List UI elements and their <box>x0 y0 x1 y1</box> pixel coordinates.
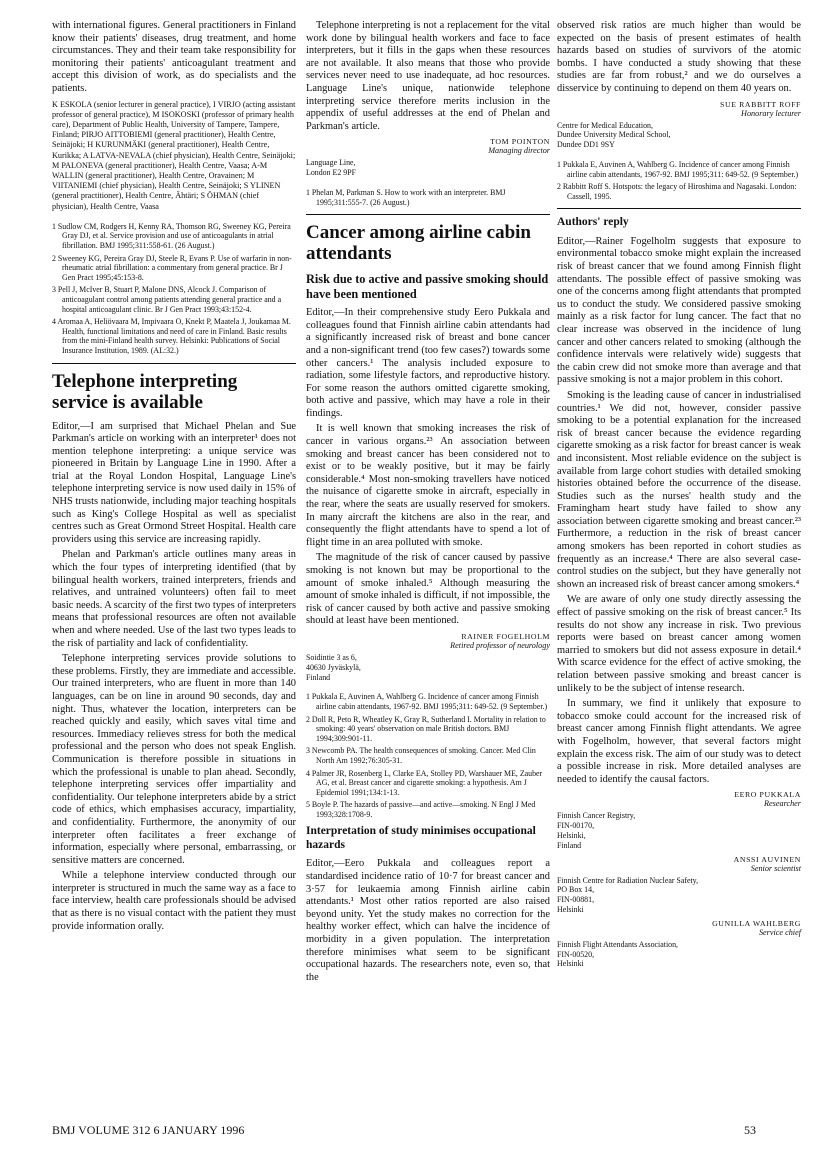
address-line: Finnish Cancer Registry, <box>557 811 636 821</box>
address-line: Finnish Flight Attendants Association, <box>557 939 678 949</box>
address-line: 40630 Jyväskylä, <box>306 662 361 672</box>
reference-item: 2 Rabbitt Roff S. Hotspots: the legacy of Hiroshima and Nagasaki. London: Cassell, 1995. <box>557 182 797 201</box>
reference-item: 1 Pukkala E, Auvinen A, Wahlberg G. Incidence of cancer among Finnish airline cabin attendants, 1967-92. BMJ 1995;311: 649-52. (9 September.) <box>306 692 548 711</box>
reference-item: 1 Pukkala E, Auvinen A, Wahlberg G. Incidence of cancer among Finnish airline cabin attendants, 1967-92. BMJ 1995;311: 649-52. (9 September.) <box>557 159 799 179</box>
body-paragraph: Smoking is the leading cause of cancer in industrialised countries.¹ We did not, however, consider passive smoking to be a potential explanation for the increased risk of breast cancer because the evidence regarding cigarette smoking as a risk factor for breast cancer is weak and inconsistent. Most reliable evidence on the subject is available from large cohort studies with detailed smoking histories obtained before the occurrence of the disease. Studies such as the nurses' health study and the Framingham heart study have failed to show any association between cigarette smoking and breast cancer.²³ Furthermore, a reduction in the risk of breast cancer among smokers has been reported in cohort studies as frequently as an increase.⁴ There are also several case-control studies on the subject, but they have generally not shown an increased risk of breast cancer among smokers.⁴ <box>557 389 801 590</box>
address-line: FIN-00170, <box>557 821 595 831</box>
address <box>557 876 801 915</box>
address-line: PO Box 14, <box>557 885 595 895</box>
address-line: FIN-00520, <box>557 949 595 959</box>
journal-issue: BMJ VOLUME 312 6 JANUARY 1996 <box>52 1123 245 1137</box>
reference-item: 3 Newcomb PA. The health consequences of smoking. Cancer. Med Clin North Am 1992;76:305-31. <box>306 746 536 765</box>
article-heading: Cancer among airline cabin attendants <box>306 222 532 265</box>
signature <box>557 919 801 937</box>
article-subheading: Risk due to active and passive smoking should have been mentioned <box>306 272 549 301</box>
divider <box>306 214 550 215</box>
letter-heading: Interpretation of study minimises occupational hazards <box>306 825 536 851</box>
divider <box>52 363 296 364</box>
signature-name: SUE RABBITT ROFF <box>720 99 801 109</box>
body-paragraph: Phelan and Parkman's article outlines many areas in which the four types of interpreting identified (that by bilingual health workers, trained interpreters, friends and relatives, and untrained volunteers) often fail to meet basic needs. A scarcity of the first two types of interpreters means that professional resources are often not available when and where needed. Use of the last two types leads to the risk of partiality and lack of confidentiality. <box>52 549 296 649</box>
signature <box>306 632 550 650</box>
reference-list <box>557 160 801 201</box>
signature-name: TOM POINTON <box>490 137 550 147</box>
body-paragraph: We are aware of only one study directly assessing the effect of passive smoking on the risk of breast cancer.⁵ Its results do not show any increase in risk. Two previous reports were based on breast cancer among women married to smokers but did not assess exposure in detail.⁴ With scarce evidence for the effect of active smoking, the relation between passive smoking and breast cancer is unlikely to be the subject of intense research. <box>557 594 801 694</box>
address-line: FIN-00881, <box>557 895 595 905</box>
address-line: Helsinki, <box>557 830 586 840</box>
body-paragraph: Editor,—I am surprised that Michael Phelan and Sue Parkman's article on working with an interpreter¹ does not mention telephone interpreting: a unique service was pioneered in Britain by Language Line in 1990. After a trial at the Royal London Hospital, Language Line's telephone interpreting service is now used daily in 15% of NHS trusts nationwide, including major teaching hospitals such as King's College Hospital as well as specialist centres such as Great Ormond Street Hospital. Health care providers using this service are increasing rapidly. <box>52 420 296 545</box>
address-line: Dundee University Medical School, <box>557 130 671 140</box>
page-number: 53 <box>744 1123 756 1137</box>
signature <box>557 100 801 118</box>
column-2 <box>306 20 550 987</box>
column-1 <box>52 20 296 936</box>
affiliations <box>52 100 296 212</box>
affiliation-text: K ESKOLA (senior lecturer in general practice), I VIRJO (acting assistant professor of general practice), M ISOKOSKI (professor of primary health care), Department of Public Health, University of Tampere, Tampere, Finland; PIRJO AITTOBIEMI (general practitioner), Health Centre, Seinäjoki; H KURUNMÄKI (general practitioner), Health Centre, Kurikka; A LATVA-NEVALA (chief physician), Health Centre, Seinäjoki; M PALONEVA (general practitioner), Health Centre, Vaasa; A-M WALLIN (general practitioner), Health Centre, Oravainen; M VIITANIEMI (chief physician), Health Centre, Seinäjoki; S YLINEN (general practitioner), Health Centre, Ähtäri; S ÖHMAN (chief physician), Health Centre, Vaasa <box>52 99 296 211</box>
reference-item: 1 Sudlow CM, Rodgers H, Kenny RA, Thomson RG, Sweeney KG, Pereira Gray DJ, et al. Service provision and use of anticoagulants in atrial fibrillation. BMJ 1995;311:558-61. (26 August.) <box>52 221 291 250</box>
address-line: Helsinki <box>557 959 584 969</box>
address-line: Finland <box>557 840 582 850</box>
reference-item: 4 Aromaa A, Heliövaara M, Impivaara O, Knekt P, Maatela J, Joukamaa M. Health, functional limitations and need of care in Finland. Basic results from the mini-Finland health survey. Helsinki: Publications of Social Insurance Institution, 1989. (AL:32.) <box>52 317 291 355</box>
signature <box>557 855 801 873</box>
body-paragraph: While a telephone interview conducted through our interpreter is structured in much the same way as a face to face interview, health care professionals should be advised that as there is no visual contact with the patient they must provide information orally. <box>52 870 296 932</box>
reference-item: 2 Doll R, Peto R, Wheatley K, Gray R, Sutherland I. Mortality in relation to smoking: 40 years' observation on male British doctors. BMJ 1994;309:901-11. <box>306 714 546 743</box>
reference-item: 5 Boyle P. The hazards of passive—and active—smoking. N Engl J Med 1993;328:1708-9. <box>306 800 536 819</box>
reference-list <box>306 188 550 207</box>
body-paragraph: Editor,—In their comprehensive study Eero Pukkala and colleagues found that Finnish airline cabin attendants had a significantly increased risk of breast and bone cancer and a non-significant trend (too few cases?) towards some other cancers.¹ The analysis included exposure to radiation, some lifestyle factors, and reproductive history. For some reason the authors omitted cigarette smoking, both active and passive, which may have a role in their findings. <box>306 307 550 419</box>
body-paragraph: Editor,—Eero Pukkala and colleagues report a standardised incidence ratio of 10·7 for breast cancer and 3·57 for leukaemia among Finnish airline cabin attendants.¹ Most other ratios reported are also raised beyond unity. Yet the study makes no correction for the healthy worker effect, which can halve the incidence of morbidity in a given population. The interpretation therefore minimises what seem to be significant occupational hazards. The researchers note, even so, that the <box>306 858 550 983</box>
body-paragraph: observed risk ratios are much higher than would be expected on the basis of present estimates of health hazards based on studies of survivors of the atomic bombs. I have conducted a study showing that these studies are far from robust,² and we do ourselves a disservice by continuing to depend on them 40 years on. <box>557 20 801 94</box>
signature-role: Managing director <box>488 146 550 156</box>
reference-list <box>52 222 296 356</box>
column-3 <box>557 20 801 973</box>
address-line: Dundee DD1 9SY <box>557 140 615 150</box>
address-line: London E2 9PF <box>306 168 356 178</box>
divider <box>557 208 801 209</box>
address-line: Soidintie 3 as 6, <box>306 652 357 662</box>
body-paragraph: Editor,—Rainer Fogelholm suggests that exposure to environmental tobacco smoke might explain the increased risk of breast cancer that we found among Finnish flight attendants. The possible effect of passive smoking was one of the concerns among flight attendants that prompted us to conduct the study. We considered passive smoking mainly as a risk factor for lung cancer. The fact that no clear increase was observed in the incidence of lung cancer and other cancers related to smoking (although the confidence intervals were relatively wide) suggests that the cabin crew did not smoke more than average and that passive smoking is not a major problem in this cohort. <box>557 235 801 386</box>
signature-role: Service chief <box>758 927 801 937</box>
reference-item: 3 Pell J, McIver B, Stuart P, Malone DNS, Alcock J. Comparison of anticoagulant control among patients attending general practice and a hospital anticoagulant clinic. Br J Gen Pract 1993;43:152-4. <box>52 285 282 314</box>
address <box>557 121 801 150</box>
address-line: Finland <box>306 672 331 682</box>
signature-name: GUNILLA WAHLBERG <box>712 918 801 928</box>
body-paragraph: In summary, we find it unlikely that exposure to tobacco smoke could account for the increased risk of breast cancer among Finnish flight attendants. We agree with Fogelholm, however, that several factors might explain the excess risk. The aim of our study was to detect a possible increase in risk. More detailed analyses are needed to identify the causal factors. <box>557 698 801 785</box>
signature-name: ANSSI AUVINEN <box>733 854 801 864</box>
address-line: Centre for Medical Education, <box>557 120 653 130</box>
signature <box>306 137 550 155</box>
reference-item: 2 Sweeney KG, Pereira Gray DJ, Steele R, Evans P. Use of warfarin in non-rheumatic atrial fibrillation: a commentary from general practice. Br J Gen Pract 1995;45:153-8. <box>52 253 292 282</box>
reference-list <box>306 692 550 819</box>
article-heading: Telephone interpreting service is available <box>52 370 238 413</box>
reference-item: 4 Palmer JR, Rosenberg L, Clarke EA, Stolley PD, Warshauer ME, Zauber AG, et al. Breast cancer and cigarette smoking: a hypothesis. Am J Epidemiol 1991;134:1-13. <box>306 768 543 797</box>
reference-item: 1 Phelan M, Parkman S. How to work with an interpreter. BMJ 1995;311:555-7. (26 August.) <box>306 187 506 207</box>
address <box>306 158 550 178</box>
address-line: Helsinki <box>557 904 584 914</box>
body-paragraph: It is well known that smoking increases the risk of cancer in various organs.²³ An association between smoking and breast cancer has been considered not to exist or to be weakly positive, but it may be fairly considerable.⁴ Most non-smoking travellers have noticed the nuisance of cigarette smoke in aircraft, especially in the rear, where the seats are usually reserved for smokers. In many aircraft the kitchens are also in the rear, and consequently the flight attendants have to spend a lot of flight time in an area polluted with smoke. <box>306 423 550 548</box>
address-line: Finnish Centre for Radiation Nuclear Safety, <box>557 875 699 885</box>
body-paragraph: The magnitude of the risk of cancer caused by passive smoking is not known but may be proportional to the amount of smoke inhaled.⁵ Although measuring the amount of smoke inhaled is difficult, if not impossible, the risk of cancer caused by both active and passive smoking should at least have been mentioned. <box>306 552 550 627</box>
letter-heading: Authors' reply <box>557 216 629 229</box>
body-paragraph: Telephone interpreting services provide solutions to these problems. Firstly, they are immediate and accessible. Our trained interpreters, who are fluent in more than 140 languages, can be on line in around 90 seconds, day and night. Thus, whatever the location, interpreters can be reached quickly and easily, which saves vital time and resources. Immediacy relieves stress for both the medical professional and the person who does not speak English. Communication is therefore possible in situations in which the professional is unable to plan ahead. Secondly, telephone interpreting services offer impartiality and confidentiality. Our telephone interpreters abide by a strict code of ethics, which emphasises accuracy, impartiality, and confidentiality. Furthermore, the anonymity of our interpreter often facilitates a freer exchange of information, especially where personal, embarrassing, or sensitive matters are concerned. <box>52 653 297 866</box>
signature-role: Honorary lecturer <box>741 108 801 118</box>
continued-paragraph: with international figures. General practitioners in Finland know their patients' diseases, drug treatment, and home circumstances. They and their team take responsibility for monitoring their patients' anticoagulant treatment and accept this division of work, as do specialists and the patients. <box>52 20 296 94</box>
signature-role: Senior scientist <box>750 863 801 873</box>
body-paragraph: Telephone interpreting is not a replacement for the vital work done by bilingual health workers and face to face interpreters, but it fills in the gaps when these resources are not available. It also means that those who provide services never need to use inadequate, ad hoc resources. Language Line's unique, nationwide telephone interpreting service therefore merits inclusion in the appendix of useful addresses at the end of Phelan and Parkman's article. <box>306 20 550 132</box>
signature <box>557 790 801 808</box>
address <box>557 940 801 969</box>
signature-role: Researcher <box>764 799 801 809</box>
address <box>557 811 801 850</box>
address <box>306 653 550 682</box>
signature-role: Retired professor of neurology <box>450 640 550 650</box>
signature-name: RAINER FOGELHOLM <box>461 631 550 641</box>
address-line: Language Line, <box>306 158 356 168</box>
signature-name: EERO PUKKALA <box>734 790 801 800</box>
